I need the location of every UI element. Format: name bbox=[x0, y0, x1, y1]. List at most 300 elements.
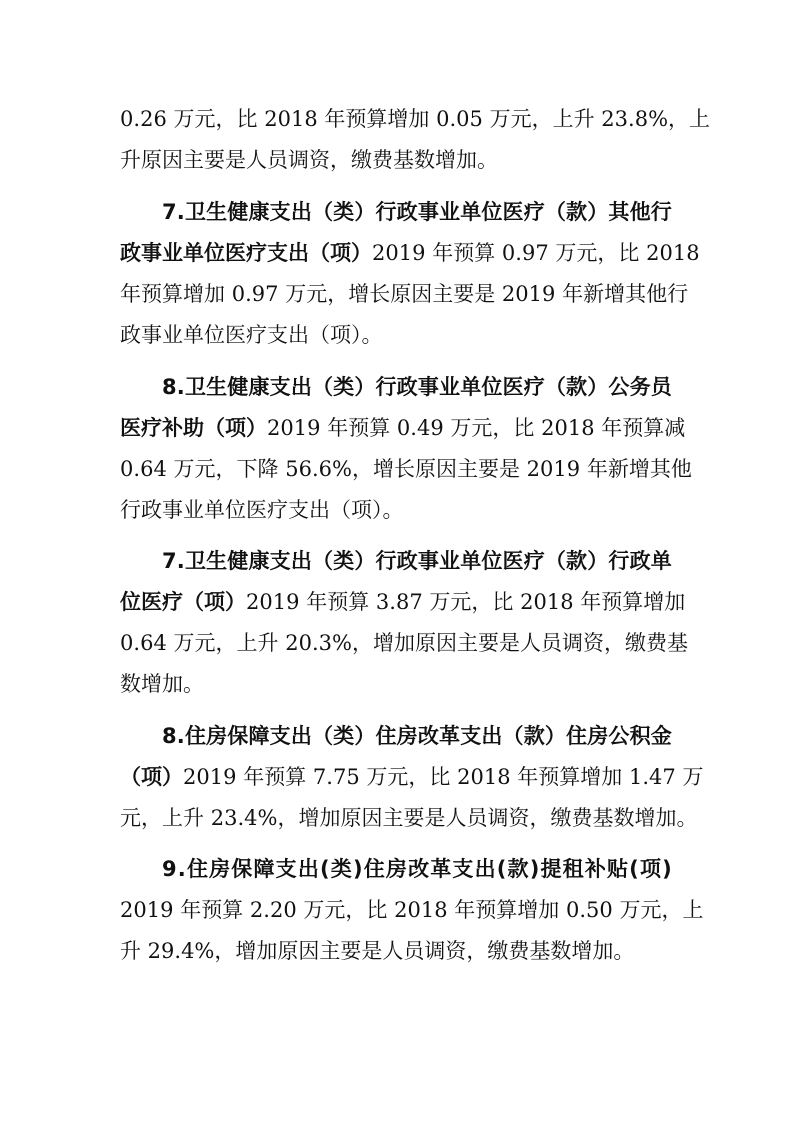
glyph: 位 bbox=[481, 549, 503, 573]
glyph bbox=[613, 890, 620, 930]
bold-glyph: 政 bbox=[120, 241, 141, 265]
glyph: 健 bbox=[227, 200, 249, 224]
mixed-line bbox=[120, 582, 686, 622]
glyph: 9 bbox=[542, 282, 556, 306]
glyph: 0 bbox=[599, 898, 613, 922]
glyph: 算 bbox=[643, 416, 665, 440]
glyph: 2 bbox=[646, 241, 660, 265]
glyph: ， bbox=[661, 898, 683, 922]
glyph: . bbox=[133, 457, 141, 481]
glyph bbox=[483, 99, 490, 139]
glyph: 增 bbox=[183, 282, 204, 306]
glyph: ， bbox=[531, 107, 553, 131]
body-text: 升 29.4%，增加原因主要是人员调资，缴费基数增加。 bbox=[120, 939, 635, 963]
glyph: 0 bbox=[196, 765, 210, 789]
glyph: 万 bbox=[555, 241, 577, 265]
glyph: 增 bbox=[580, 765, 602, 789]
glyph: 保 bbox=[227, 724, 249, 748]
glyph: 9 bbox=[521, 241, 536, 265]
glyph: . bbox=[449, 107, 457, 131]
glyph: 增 bbox=[372, 631, 394, 655]
glyph: 类 bbox=[333, 724, 355, 748]
glyph: . bbox=[579, 898, 586, 922]
glyph: 主 bbox=[456, 457, 478, 481]
glyph: 1 bbox=[398, 241, 413, 265]
glyph: 调 bbox=[487, 806, 509, 830]
glyph: 1 bbox=[567, 416, 582, 440]
glyph bbox=[225, 274, 232, 314]
glyph: 预 bbox=[538, 765, 560, 789]
bold-heading-text bbox=[162, 192, 672, 232]
glyph: ， bbox=[277, 806, 299, 830]
glyph: 比 bbox=[492, 590, 514, 614]
glyph: 年 bbox=[120, 282, 141, 306]
glyph: 房 bbox=[385, 857, 407, 881]
glyph: 5 bbox=[586, 898, 600, 922]
glyph: 2 bbox=[601, 107, 615, 131]
glyph: 疗 bbox=[523, 549, 545, 573]
glyph: 2 bbox=[183, 765, 197, 789]
glyph: 款 bbox=[507, 857, 529, 881]
glyph: 0 bbox=[407, 898, 421, 922]
glyph: 降 bbox=[257, 457, 279, 481]
paragraph-line bbox=[0, 408, 793, 448]
glyph: 算 bbox=[222, 898, 244, 922]
glyph: 3 bbox=[224, 806, 238, 830]
glyph: 元 bbox=[387, 765, 409, 789]
glyph: 类 bbox=[333, 375, 355, 399]
glyph: 增 bbox=[517, 898, 539, 922]
glyph: ） bbox=[587, 200, 609, 224]
glyph: . bbox=[326, 765, 333, 789]
glyph: 住 bbox=[363, 857, 385, 881]
glyph: 款 bbox=[523, 724, 545, 748]
paragraph-heading-line bbox=[0, 849, 793, 889]
glyph: 元 bbox=[576, 241, 598, 265]
bold-glyph: 位 bbox=[204, 241, 225, 265]
paragraph-line bbox=[0, 274, 793, 314]
glyph: ) bbox=[529, 857, 540, 881]
glyph: 9 bbox=[307, 416, 321, 440]
glyph: 加 bbox=[204, 282, 225, 306]
glyph: 万 bbox=[303, 898, 325, 922]
glyph bbox=[300, 582, 307, 622]
glyph: 年 bbox=[306, 590, 328, 614]
glyph: 革 bbox=[430, 857, 452, 881]
glyph: 算 bbox=[285, 765, 307, 789]
paragraph-line bbox=[0, 490, 793, 530]
glyph: 0 bbox=[396, 416, 411, 440]
glyph: 万 bbox=[173, 631, 195, 655]
glyph: 0 bbox=[533, 590, 547, 614]
glyph: 4 bbox=[649, 765, 663, 789]
glyph: 算 bbox=[366, 107, 388, 131]
glyph: （ bbox=[311, 549, 333, 573]
glyph: 住 bbox=[566, 724, 588, 748]
glyph: 预 bbox=[475, 898, 497, 922]
glyph: 万 bbox=[489, 107, 511, 131]
bold-heading-text bbox=[162, 849, 672, 889]
glyph: 出 bbox=[290, 200, 312, 224]
glyph: 预 bbox=[348, 416, 370, 440]
mixed-line bbox=[120, 408, 686, 448]
glyph bbox=[423, 582, 430, 622]
glyph: 是 bbox=[474, 282, 496, 306]
glyph: 新 bbox=[583, 282, 605, 306]
glyph: . bbox=[311, 631, 319, 655]
glyph: 贴 bbox=[607, 857, 628, 881]
glyph: 9 bbox=[430, 416, 444, 440]
glyph: 。 bbox=[676, 806, 698, 830]
glyph: 0 bbox=[565, 898, 580, 922]
glyph bbox=[258, 99, 265, 139]
glyph: 主 bbox=[456, 631, 478, 655]
glyph: 业 bbox=[439, 375, 461, 399]
glyph bbox=[390, 408, 397, 448]
glyph: 年 bbox=[180, 898, 202, 922]
paragraph-line bbox=[0, 931, 793, 971]
glyph: 上 bbox=[689, 107, 711, 131]
glyph: 公 bbox=[608, 724, 630, 748]
glyph: 0 bbox=[259, 590, 273, 614]
glyph: ） bbox=[354, 375, 376, 399]
glyph: 类 bbox=[330, 857, 352, 881]
glyph: 要 bbox=[453, 282, 475, 306]
glyph: 其 bbox=[608, 200, 630, 224]
glyph: 提 bbox=[540, 857, 562, 881]
glyph: 其 bbox=[649, 457, 671, 481]
glyph bbox=[639, 233, 646, 273]
glyph: 升 bbox=[257, 631, 279, 655]
glyph: 行 bbox=[375, 200, 397, 224]
glyph: 政 bbox=[396, 375, 418, 399]
glyph: 是 bbox=[498, 457, 520, 481]
glyph: ( bbox=[319, 857, 330, 881]
glyph: 万 bbox=[173, 107, 195, 131]
mixed-line bbox=[120, 233, 700, 273]
glyph: 缴 bbox=[550, 806, 572, 830]
glyph: 预 bbox=[141, 282, 162, 306]
paragraph-line bbox=[0, 890, 793, 930]
glyph: 算 bbox=[559, 765, 581, 789]
glyph: 5 bbox=[346, 765, 360, 789]
glyph: 2 bbox=[120, 898, 134, 922]
glyph: . bbox=[177, 857, 186, 881]
glyph: （ bbox=[544, 375, 566, 399]
paragraph-line bbox=[0, 664, 793, 704]
paragraph-line bbox=[0, 798, 793, 838]
glyph: ) bbox=[352, 857, 363, 881]
glyph: 预 bbox=[345, 107, 367, 131]
glyph: 算 bbox=[496, 898, 518, 922]
glyph: 他 bbox=[629, 200, 651, 224]
glyph: 单 bbox=[460, 200, 482, 224]
glyph: 康 bbox=[248, 549, 270, 573]
glyph bbox=[450, 757, 457, 797]
glyph: 8 bbox=[686, 241, 700, 265]
glyph: 加 bbox=[538, 898, 560, 922]
justified-text bbox=[120, 890, 704, 930]
glyph: . bbox=[133, 631, 141, 655]
glyph: 元 bbox=[120, 806, 141, 830]
glyph: ， bbox=[471, 590, 493, 614]
glyph: 行 bbox=[608, 549, 630, 573]
glyph: 单 bbox=[460, 375, 482, 399]
glyph bbox=[520, 449, 527, 489]
paragraph-line bbox=[0, 233, 793, 273]
glyph: 类 bbox=[333, 549, 355, 573]
glyph: 万 bbox=[682, 765, 704, 789]
bold-glyph: ） bbox=[162, 765, 183, 789]
glyph: 行 bbox=[375, 549, 397, 573]
glyph: 8 bbox=[162, 375, 177, 399]
glyph: 3 bbox=[614, 107, 628, 131]
glyph: 4 bbox=[153, 631, 167, 655]
glyph: 0 bbox=[120, 107, 134, 131]
glyph: 员 bbox=[650, 375, 672, 399]
bold-glyph: 出 bbox=[288, 241, 309, 265]
glyph: 算 bbox=[369, 416, 391, 440]
glyph: 业 bbox=[439, 200, 461, 224]
glyph: 比 bbox=[366, 898, 388, 922]
bold-glyph: 疗 bbox=[162, 590, 183, 614]
glyph: 升 bbox=[573, 107, 595, 131]
glyph: 出 bbox=[474, 857, 496, 881]
bold-glyph: ） bbox=[225, 590, 246, 614]
glyph: 2 bbox=[541, 416, 555, 440]
glyph: . bbox=[311, 457, 319, 481]
glyph: 8 bbox=[497, 765, 511, 789]
glyph: 类 bbox=[333, 200, 355, 224]
glyph: ， bbox=[327, 282, 349, 306]
glyph: . bbox=[263, 898, 270, 922]
glyph: 上 bbox=[162, 806, 183, 830]
glyph: 事 bbox=[417, 549, 439, 573]
bold-glyph: 项 bbox=[141, 765, 162, 789]
glyph: 上 bbox=[682, 898, 704, 922]
glyph: 1 bbox=[546, 590, 561, 614]
glyph: 数 bbox=[613, 806, 635, 830]
glyph: 元 bbox=[510, 107, 532, 131]
glyph bbox=[369, 582, 376, 622]
bold-glyph: 项 bbox=[225, 416, 246, 440]
bold-glyph: 项 bbox=[330, 241, 351, 265]
glyph: ， bbox=[215, 457, 237, 481]
glyph: 年 bbox=[432, 241, 454, 265]
glyph: 人 bbox=[519, 631, 541, 655]
glyph: 款 bbox=[566, 200, 588, 224]
glyph: 1 bbox=[483, 765, 498, 789]
bold-glyph: 助 bbox=[183, 416, 204, 440]
justified-text bbox=[120, 449, 692, 489]
glyph: 7 bbox=[162, 200, 177, 224]
glyph: 2 bbox=[501, 282, 516, 306]
glyph: . bbox=[245, 282, 252, 306]
glyph: . bbox=[176, 549, 185, 573]
glyph: . bbox=[176, 724, 185, 748]
bold-glyph: 补 bbox=[162, 416, 183, 440]
glyph: 6 bbox=[153, 107, 167, 131]
glyph: ， bbox=[529, 806, 551, 830]
glyph: 原 bbox=[340, 806, 362, 830]
glyph: 资 bbox=[508, 806, 530, 830]
bold-glyph: 支 bbox=[267, 241, 288, 265]
glyph: 预 bbox=[327, 590, 349, 614]
glyph: ， bbox=[408, 765, 430, 789]
glyph: 2 bbox=[457, 765, 471, 789]
glyph: 医 bbox=[502, 549, 524, 573]
glyph bbox=[448, 890, 455, 930]
glyph: 1 bbox=[528, 282, 542, 306]
glyph: 2 bbox=[372, 241, 386, 265]
glyph: 2 bbox=[140, 107, 154, 131]
glyph: ） bbox=[354, 724, 376, 748]
glyph: 业 bbox=[439, 549, 461, 573]
glyph: 出 bbox=[290, 724, 312, 748]
glyph: ， bbox=[215, 631, 237, 655]
glyph: 4 bbox=[416, 416, 431, 440]
paragraph-line bbox=[0, 99, 793, 139]
glyph: 万 bbox=[366, 765, 388, 789]
glyph: 2 bbox=[394, 898, 408, 922]
glyph: 升 bbox=[183, 806, 204, 830]
glyph: 出 bbox=[290, 375, 312, 399]
glyph: 8 bbox=[581, 416, 595, 440]
glyph: 位 bbox=[481, 375, 503, 399]
glyph: 比 bbox=[513, 416, 535, 440]
glyph: 加 bbox=[601, 765, 623, 789]
glyph: ， bbox=[351, 457, 373, 481]
glyph: 预 bbox=[201, 898, 223, 922]
glyph: 基 bbox=[592, 806, 614, 830]
paragraph-line bbox=[0, 449, 793, 489]
glyph: 7 bbox=[312, 765, 327, 789]
bold-glyph: （ bbox=[204, 416, 225, 440]
glyph: ( bbox=[496, 857, 507, 881]
glyph: . bbox=[176, 200, 185, 224]
glyph: 医 bbox=[502, 375, 524, 399]
bold-glyph: 疗 bbox=[141, 416, 162, 440]
glyph: 2 bbox=[269, 898, 284, 922]
glyph: 减 bbox=[664, 416, 686, 440]
glyph: 5 bbox=[469, 107, 483, 131]
glyph: 万 bbox=[619, 898, 641, 922]
glyph: 2 bbox=[526, 457, 541, 481]
glyph: 预 bbox=[622, 416, 644, 440]
glyph: 单 bbox=[460, 549, 482, 573]
body-text: 数增加。 bbox=[120, 672, 204, 696]
justified-text bbox=[120, 623, 688, 663]
glyph: ） bbox=[587, 375, 609, 399]
glyph: 支 bbox=[460, 724, 482, 748]
glyph: 事 bbox=[417, 200, 439, 224]
glyph: 保 bbox=[231, 857, 253, 881]
body-text: 政事业单位医疗支出（项）。 bbox=[120, 323, 383, 347]
glyph: 健 bbox=[227, 375, 249, 399]
glyph: 元 bbox=[306, 282, 328, 306]
glyph: 8 bbox=[434, 898, 448, 922]
glyph: 健 bbox=[227, 549, 249, 573]
glyph bbox=[676, 757, 683, 797]
glyph: 0 bbox=[456, 107, 470, 131]
glyph: % bbox=[648, 107, 669, 131]
glyph: ） bbox=[587, 549, 609, 573]
glyph: 8 bbox=[634, 107, 649, 131]
paragraph-line bbox=[0, 140, 793, 180]
glyph: 元 bbox=[450, 590, 472, 614]
glyph: 行 bbox=[667, 282, 689, 306]
glyph: % bbox=[257, 806, 278, 830]
glyph: 增 bbox=[372, 457, 394, 481]
glyph: 1 bbox=[553, 457, 567, 481]
glyph: . bbox=[628, 107, 635, 131]
glyph: 疗 bbox=[523, 375, 545, 399]
glyph bbox=[595, 99, 602, 139]
glyph: . bbox=[237, 806, 245, 830]
glyph: 年 bbox=[601, 416, 623, 440]
glyph bbox=[279, 623, 286, 663]
bold-glyph: 单 bbox=[183, 241, 204, 265]
glyph: 0 bbox=[515, 282, 529, 306]
paragraph-heading-line bbox=[0, 192, 793, 232]
bold-glyph: 位 bbox=[120, 590, 141, 614]
glyph: 年 bbox=[243, 765, 265, 789]
glyph: ） bbox=[354, 200, 376, 224]
paragraph-line bbox=[0, 315, 793, 355]
bold-glyph: 疗 bbox=[246, 241, 267, 265]
glyph: . bbox=[515, 241, 522, 265]
glyph: 支 bbox=[275, 857, 297, 881]
glyph: 要 bbox=[477, 631, 499, 655]
glyph: 9 bbox=[162, 857, 177, 881]
glyph: 支 bbox=[269, 200, 291, 224]
glyph: 政 bbox=[629, 549, 651, 573]
glyph: 7 bbox=[265, 282, 279, 306]
glyph: % bbox=[332, 457, 352, 481]
glyph bbox=[429, 99, 436, 139]
glyph: 缴 bbox=[624, 631, 646, 655]
glyph: 住 bbox=[186, 857, 208, 881]
glyph: . bbox=[389, 590, 396, 614]
glyph: 房 bbox=[209, 857, 231, 881]
glyph bbox=[174, 890, 181, 930]
glyph: 元 bbox=[471, 416, 493, 440]
glyph: ， bbox=[668, 107, 690, 131]
glyph bbox=[306, 757, 313, 797]
glyph: 因 bbox=[361, 806, 383, 830]
glyph: 3 bbox=[318, 631, 332, 655]
bold-glyph: （ bbox=[183, 590, 204, 614]
glyph: 因 bbox=[435, 457, 457, 481]
glyph: 0 bbox=[501, 241, 516, 265]
glyph: 加 bbox=[655, 806, 677, 830]
glyph: 7 bbox=[162, 549, 177, 573]
paragraph-line bbox=[0, 582, 793, 622]
glyph: 比 bbox=[236, 107, 258, 131]
glyph: ） bbox=[354, 549, 376, 573]
glyph: 年 bbox=[324, 107, 346, 131]
glyph: 加 bbox=[408, 107, 430, 131]
glyph bbox=[297, 890, 304, 930]
justified-text bbox=[120, 274, 689, 314]
glyph: 单 bbox=[650, 549, 672, 573]
glyph: 8 bbox=[162, 724, 177, 748]
glyph bbox=[426, 233, 433, 273]
glyph: 元 bbox=[194, 457, 216, 481]
glyph: 算 bbox=[348, 590, 370, 614]
glyph: ( bbox=[629, 857, 639, 881]
glyph: 原 bbox=[390, 282, 412, 306]
